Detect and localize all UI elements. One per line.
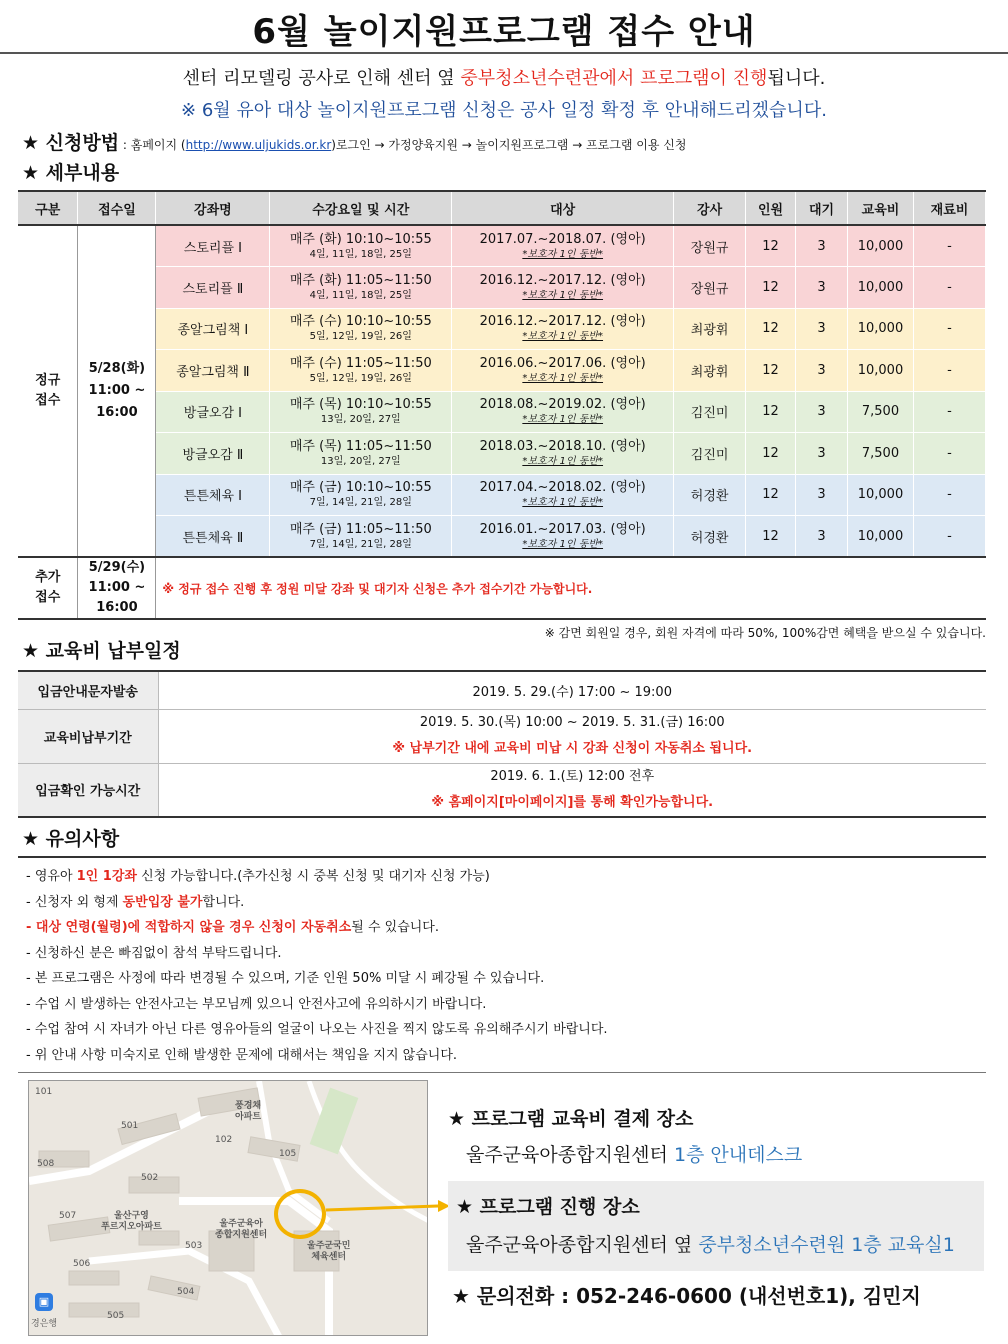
dates-text: 5일, 12일, 19일, 26일 bbox=[309, 331, 412, 343]
course-fee: 10,000 bbox=[848, 474, 914, 516]
table-row bbox=[18, 267, 986, 309]
map-label: 102 bbox=[215, 1135, 233, 1145]
note-text: - 신청자 외 형제 bbox=[26, 894, 123, 910]
course-time bbox=[270, 391, 452, 433]
course-wait: 3 bbox=[796, 225, 848, 267]
payment-value: 2019. 5. 29.(수) 17:00 ~ 19:00 bbox=[158, 671, 986, 709]
course-target bbox=[452, 391, 674, 433]
course-time bbox=[270, 474, 452, 516]
map-label: 502 bbox=[141, 1173, 159, 1183]
apply-prefix: : 홈페이지 ( bbox=[119, 138, 186, 152]
course-fee: 10,000 bbox=[848, 308, 914, 350]
course-target bbox=[452, 350, 674, 392]
bus-icon: ▣ bbox=[35, 1293, 53, 1311]
course-material: - bbox=[913, 516, 985, 558]
apply-heading: ★ 신청방법 bbox=[22, 132, 120, 154]
course-material: - bbox=[913, 225, 985, 267]
header-wait: 대기 bbox=[796, 191, 848, 225]
course-target bbox=[452, 267, 674, 309]
table-row bbox=[18, 391, 986, 433]
location-circle bbox=[274, 1189, 326, 1239]
course-fee: 10,000 bbox=[848, 225, 914, 267]
header-category: 구분 bbox=[18, 191, 78, 225]
target-text: 2018.08.~2019.02. (영아) bbox=[479, 397, 646, 413]
course-teacher: 장원규 bbox=[674, 267, 746, 309]
course-fee: 10,000 bbox=[848, 516, 914, 558]
course-target bbox=[452, 474, 674, 516]
extra-note: ※ 정규 접수 진행 후 정원 미달 강좌 및 대기자 신청은 추가 접수기간 가능합니다. bbox=[156, 557, 986, 619]
map-label: 505 bbox=[107, 1311, 125, 1321]
course-teacher: 최광휘 bbox=[674, 308, 746, 350]
list-item bbox=[26, 864, 986, 890]
pay-place-center: 울주군육아종합지원센터 bbox=[466, 1144, 674, 1166]
target-text: 2017.04.~2018.02. (영아) bbox=[479, 480, 646, 496]
time-text: 매주 (화) 11:05~11:50 bbox=[289, 272, 432, 288]
target-text: 2016.01.~2017.03. (영아) bbox=[479, 521, 646, 537]
target-note: *보호자 1인 동반* bbox=[522, 455, 604, 467]
course-target bbox=[452, 225, 674, 267]
note-highlight: 1인 1강좌 bbox=[76, 869, 137, 884]
arrow-connector bbox=[326, 1196, 452, 1220]
target-note: *보호자 1인 동반* bbox=[522, 289, 604, 301]
time-text: 매주 (금) 11:05~11:50 bbox=[289, 521, 432, 537]
course-material: - bbox=[913, 391, 985, 433]
course-name: 방글오감 Ⅰ bbox=[156, 391, 270, 433]
map-label: 울주군국민 체육센터 bbox=[307, 1241, 351, 1262]
course-wait: 3 bbox=[796, 516, 848, 558]
map-label: 울주군육아 종합지원센터 bbox=[215, 1219, 268, 1240]
course-wait: 3 bbox=[796, 391, 848, 433]
course-name: 방글오감 Ⅱ bbox=[156, 433, 270, 475]
note-text: 신청 가능합니다.(추가신청 시 중복 신청 및 대기자 신청 가능) bbox=[136, 869, 490, 884]
title-divider bbox=[0, 52, 1008, 54]
header-teacher: 강사 bbox=[674, 191, 746, 225]
payment-value bbox=[158, 763, 986, 817]
note-text: 될 수 있습니다. bbox=[351, 920, 439, 935]
header-target: 대상 bbox=[452, 191, 674, 225]
map-label: 경은행 bbox=[31, 1319, 58, 1329]
course-people: 12 bbox=[746, 350, 796, 392]
target-text: 2016.12.~2017.12. (영아) bbox=[479, 272, 646, 288]
target-text: 2017.07.~2018.07. (영아) bbox=[479, 231, 646, 247]
course-time bbox=[270, 350, 452, 392]
map-label: 501 bbox=[121, 1121, 139, 1131]
map-label: 506 bbox=[73, 1259, 91, 1269]
course-teacher: 허경환 bbox=[674, 516, 746, 558]
payment-date: 2019. 5. 30.(목) 10:00 ~ 2019. 5. 31.(금) 16:00 bbox=[419, 715, 725, 730]
page-title: 6월 놀이지원프로그램 접수 안내 bbox=[252, 12, 756, 52]
payment-label: 입금안내문자발송 bbox=[18, 671, 158, 709]
pay-place-heading: ★ 프로그램 교육비 결제 장소 bbox=[448, 1108, 694, 1130]
header-fee: 교육비 bbox=[848, 191, 914, 225]
prog-place-room: 중부청소년수련원 1층 교육실1 bbox=[698, 1234, 955, 1256]
payment-row bbox=[18, 709, 986, 763]
time-text: 매주 (수) 11:05~11:50 bbox=[289, 355, 432, 371]
dates-text: 4일, 11일, 18일, 25일 bbox=[309, 248, 412, 260]
course-target bbox=[452, 308, 674, 350]
note-text: 합니다. bbox=[202, 894, 245, 910]
apply-method bbox=[22, 128, 686, 155]
map-label: 508 bbox=[37, 1159, 55, 1169]
payment-heading: ★ 교육비 납부일정 bbox=[22, 640, 181, 662]
prog-place-text bbox=[466, 1230, 955, 1257]
course-wait: 3 bbox=[796, 308, 848, 350]
time-text: 매주 (화) 10:10~10:55 bbox=[289, 231, 432, 247]
course-name: 스토리플 Ⅱ bbox=[156, 267, 270, 309]
course-target bbox=[452, 433, 674, 475]
pay-place-text bbox=[466, 1140, 802, 1167]
payment-note: ※ 납부기간 내에 교육비 미납 시 강좌 신청이 자동취소 됩니다. bbox=[392, 741, 753, 756]
pay-place-desk: 1층 안내데스크 bbox=[673, 1144, 803, 1166]
regular-date: 5/28(화) 11:00 ~ 16:00 bbox=[78, 225, 156, 557]
course-people: 12 bbox=[746, 474, 796, 516]
table-header-row bbox=[18, 191, 986, 225]
map-label: 503 bbox=[185, 1241, 203, 1251]
course-teacher: 김진미 bbox=[674, 433, 746, 475]
extra-date: 5/29(수) 11:00 ~ 16:00 bbox=[78, 557, 156, 619]
extra-label: 추가 접수 bbox=[18, 557, 78, 619]
payment-table bbox=[18, 670, 986, 818]
time-text: 매주 (목) 10:10~10:55 bbox=[289, 397, 432, 413]
notes-list bbox=[18, 856, 986, 1073]
notice-line-2: ※ 6월 유아 대상 놀이지원프로그램 신청은 공사 일정 확정 후 안내해드리겠습니다. bbox=[181, 100, 827, 121]
course-wait: 3 bbox=[796, 433, 848, 475]
course-fee: 7,500 bbox=[848, 433, 914, 475]
list-item: - 위 안내 사항 미숙지로 인해 발생한 문제에 대해서는 책임을 지지 않습니다. bbox=[26, 1047, 458, 1063]
time-text: 매주 (목) 11:05~11:50 bbox=[289, 438, 432, 454]
course-time bbox=[270, 225, 452, 267]
header-material: 재료비 bbox=[913, 191, 985, 225]
prog-place-heading: ★ 프로그램 진행 장소 bbox=[456, 1196, 640, 1218]
target-text: 2016.06.~2017.06. (영아) bbox=[479, 355, 646, 371]
header-course: 강좌명 bbox=[156, 191, 270, 225]
dates-text: 4일, 11일, 18일, 25일 bbox=[309, 289, 412, 301]
course-time bbox=[270, 516, 452, 558]
course-time bbox=[270, 267, 452, 309]
notice-text: 센터 리모델링 공사로 인해 센터 옆 bbox=[182, 68, 461, 89]
course-fee: 7,500 bbox=[848, 391, 914, 433]
target-note: *보호자 1인 동반* bbox=[522, 372, 604, 384]
target-text: 2016.12.~2017.12. (영아) bbox=[479, 314, 646, 330]
course-people: 12 bbox=[746, 516, 796, 558]
table-row bbox=[18, 433, 986, 475]
discount-note: ※ 감면 회원일 경우, 회원 자격에 따라 50%, 100%감면 혜택을 받으실 수 있습니다. bbox=[544, 626, 986, 640]
course-wait: 3 bbox=[796, 267, 848, 309]
dates-text: 13일, 20일, 27일 bbox=[320, 455, 401, 467]
payment-row bbox=[18, 671, 986, 709]
payment-label: 교육비납부기간 bbox=[18, 709, 158, 763]
course-material: - bbox=[913, 267, 985, 309]
course-fee: 10,000 bbox=[848, 267, 914, 309]
course-people: 12 bbox=[746, 308, 796, 350]
prog-place-center: 울주군육아종합지원센터 옆 bbox=[466, 1234, 699, 1256]
list-item: - 본 프로그램은 사정에 따라 변경될 수 있으며, 기준 인원 50% 미달 시 폐강될 수 있습니다. bbox=[26, 971, 545, 986]
dates-text: 13일, 20일, 27일 bbox=[320, 414, 401, 426]
header-date: 접수일 bbox=[78, 191, 156, 225]
course-teacher: 김진미 bbox=[674, 391, 746, 433]
note-highlight: - 대상 연령(월령)에 적합하지 않을 경우 신청이 자동취소 bbox=[26, 920, 352, 935]
course-time bbox=[270, 433, 452, 475]
table-row bbox=[18, 516, 986, 558]
course-teacher: 최광휘 bbox=[674, 350, 746, 392]
time-text: 매주 (수) 10:10~10:55 bbox=[289, 314, 432, 330]
dates-text: 5일, 12일, 19일, 26일 bbox=[309, 372, 412, 384]
table-row bbox=[18, 350, 986, 392]
extra-row bbox=[18, 557, 986, 619]
payment-date: 2019. 6. 1.(토) 12:00 전후 bbox=[490, 768, 655, 784]
table-row bbox=[18, 225, 986, 267]
note-text: - 영유아 bbox=[26, 869, 77, 884]
time-text: 매주 (금) 10:10~10:55 bbox=[289, 480, 432, 496]
notice-text-end: 됩니다. bbox=[767, 68, 826, 89]
map-label: 101 bbox=[35, 1087, 53, 1097]
course-time bbox=[270, 308, 452, 350]
list-item bbox=[26, 890, 986, 916]
map-label: 울산구영 푸르지오아파트 bbox=[101, 1211, 162, 1232]
target-note: *보호자 1인 동반* bbox=[522, 414, 604, 426]
course-name: 스토리플 Ⅰ bbox=[156, 225, 270, 267]
course-wait: 3 bbox=[796, 350, 848, 392]
map-label: 105 bbox=[279, 1149, 297, 1159]
payment-note: ※ 홈페이지[마이페이지]를 통해 확인가능합니다. bbox=[431, 794, 714, 810]
course-people: 12 bbox=[746, 391, 796, 433]
list-item bbox=[26, 915, 986, 941]
target-note: *보호자 1인 동반* bbox=[522, 248, 604, 260]
note-highlight: 동반입장 불가 bbox=[122, 894, 203, 910]
table-row bbox=[18, 474, 986, 516]
header-people: 인원 bbox=[746, 191, 796, 225]
course-name: 튼튼체육 Ⅱ bbox=[156, 516, 270, 558]
course-name: 종알그림책 Ⅰ bbox=[156, 308, 270, 350]
course-fee: 10,000 bbox=[848, 350, 914, 392]
apply-path: )로그인 → 가정양육지원 → 놀이지원프로그램 → 프로그램 이용 신청 bbox=[331, 138, 687, 152]
course-people: 12 bbox=[746, 225, 796, 267]
payment-row bbox=[18, 763, 986, 817]
dates-text: 7일, 14일, 21일, 28일 bbox=[309, 497, 412, 509]
list-item: - 수업 참여 시 자녀가 아닌 다른 영유아들의 얼굴이 나오는 사진을 찍지 않도록 유의해주시기 바랍니다. bbox=[26, 1022, 608, 1037]
course-material: - bbox=[913, 308, 985, 350]
map-label: 504 bbox=[177, 1287, 195, 1297]
regular-label: 정규 접수 bbox=[18, 225, 78, 557]
payment-label: 입금확인 가능시간 bbox=[18, 763, 158, 817]
target-note: *보호자 1인 동반* bbox=[522, 497, 604, 509]
target-note: *보호자 1인 동반* bbox=[522, 331, 604, 343]
table-row bbox=[18, 308, 986, 350]
course-people: 12 bbox=[746, 433, 796, 475]
course-material: - bbox=[913, 350, 985, 392]
course-wait: 3 bbox=[796, 474, 848, 516]
notice-highlight: 중부청소년수련관에서 프로그램이 진행 bbox=[460, 68, 768, 89]
dates-text: 7일, 14일, 21일, 28일 bbox=[309, 538, 412, 550]
homepage-link[interactable]: http://www.uljukids.or.kr bbox=[185, 138, 332, 152]
map-label: 507 bbox=[59, 1211, 77, 1221]
map-label: 풍경채 아파트 bbox=[235, 1101, 262, 1122]
program-table bbox=[18, 190, 986, 620]
payment-value bbox=[158, 709, 986, 763]
notice-line-1 bbox=[0, 64, 1008, 90]
notes-heading: ★ 유의사항 bbox=[22, 828, 120, 850]
course-name: 종알그림책 Ⅱ bbox=[156, 350, 270, 392]
course-teacher: 장원규 bbox=[674, 225, 746, 267]
list-item: - 신청하신 분은 빠짐없이 참석 부탁드립니다. bbox=[26, 945, 282, 961]
target-text: 2018.03.~2018.10. (영아) bbox=[479, 438, 646, 454]
course-material: - bbox=[913, 433, 985, 475]
list-item: - 수업 시 발생하는 안전사고는 부모님께 있으니 안전사고에 유의하시기 바랍니다. bbox=[26, 996, 487, 1012]
contact-info: ★ 문의전화 : 052-246-0600 (내선번호1), 김민지 bbox=[452, 1284, 921, 1308]
details-heading: ★ 세부내용 bbox=[22, 162, 120, 184]
course-teacher: 허경환 bbox=[674, 474, 746, 516]
course-target bbox=[452, 516, 674, 558]
course-name: 튼튼체육 Ⅰ bbox=[156, 474, 270, 516]
course-material: - bbox=[913, 474, 985, 516]
target-note: *보호자 1인 동반* bbox=[522, 538, 604, 550]
course-people: 12 bbox=[746, 267, 796, 309]
header-time: 수강요일 및 시간 bbox=[270, 191, 452, 225]
